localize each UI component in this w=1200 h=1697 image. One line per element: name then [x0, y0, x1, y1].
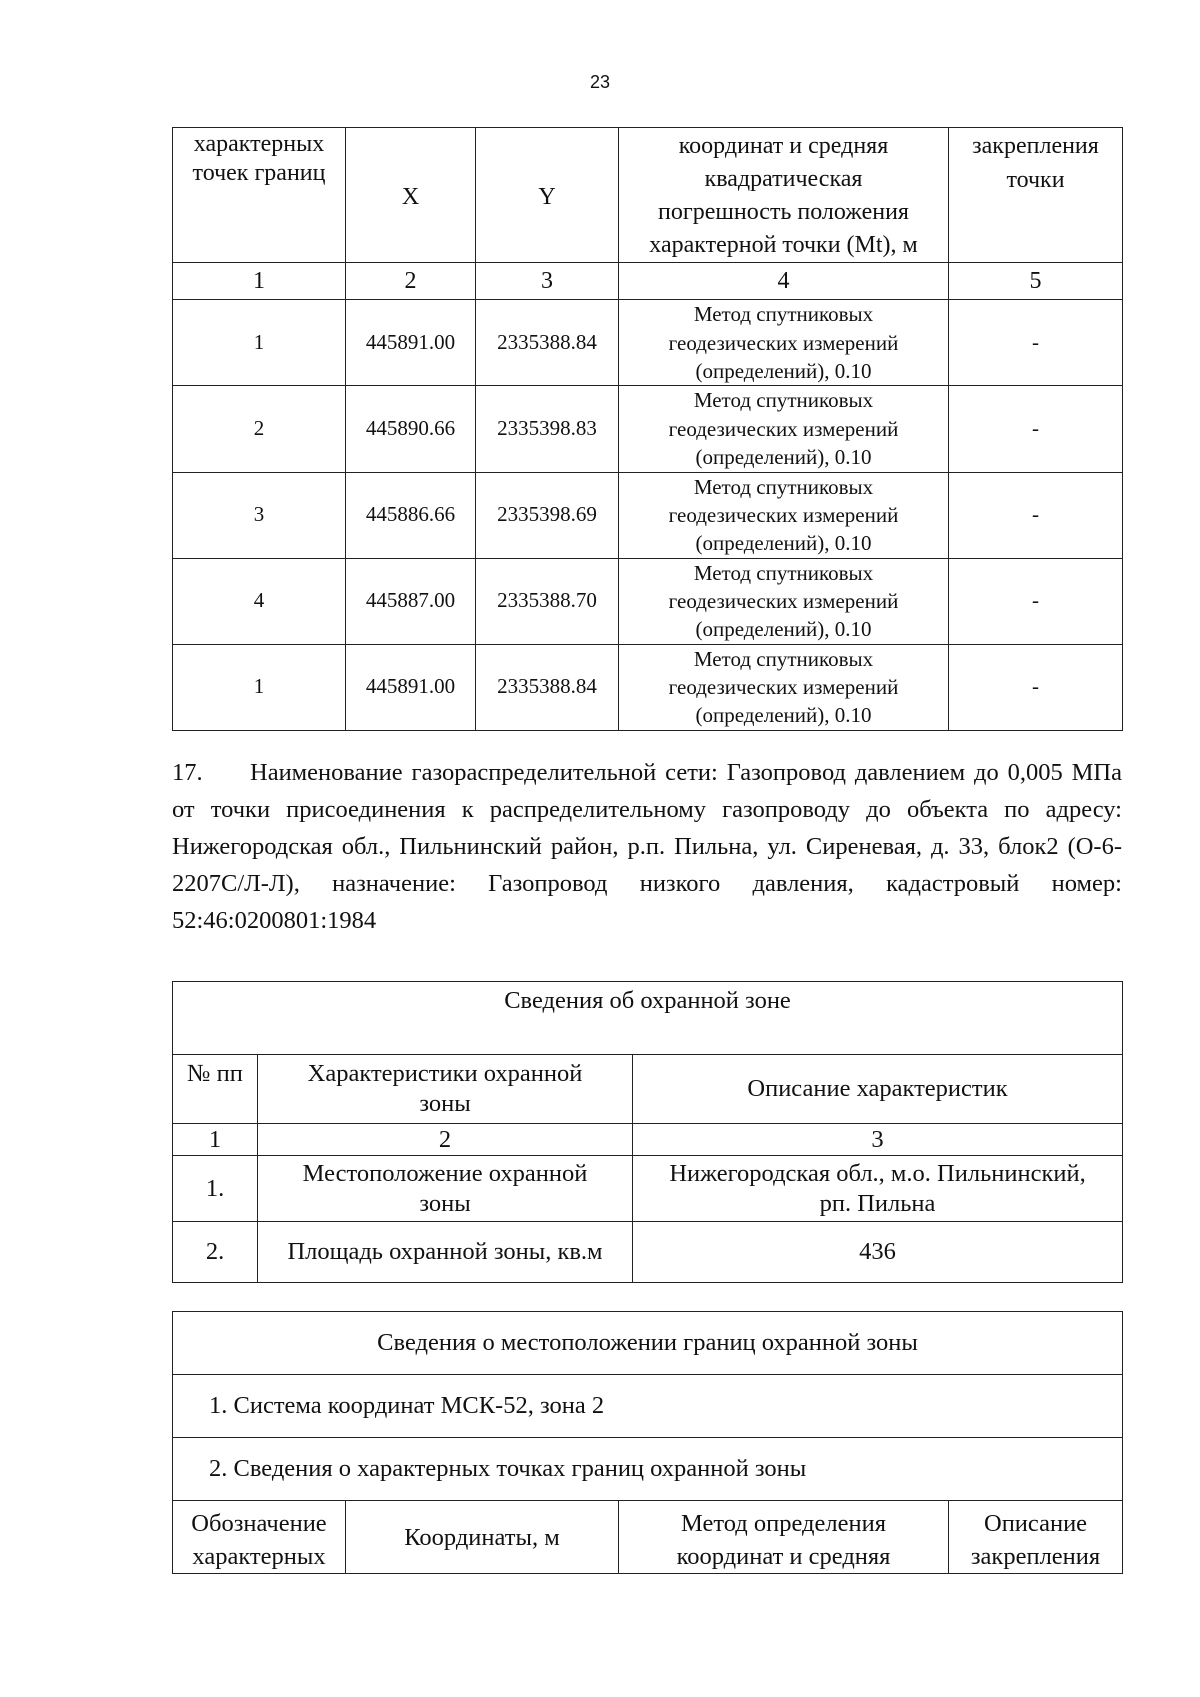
zone-info-header: [173, 1055, 1123, 1124]
characteristic-name: Площадь охранной зоны, кв.м: [258, 1222, 633, 1283]
header-point-labels: характерных точек границ: [173, 128, 346, 263]
table-row: [173, 472, 1123, 558]
coord-y: 2335398.83: [476, 386, 619, 472]
fixation-cell: -: [949, 644, 1123, 730]
zone-info-table: [172, 981, 1123, 1283]
points-table-header: [173, 128, 1123, 263]
points-table: [172, 127, 1123, 731]
fixation-cell: -: [949, 386, 1123, 472]
column-number: 2: [258, 1124, 633, 1156]
point-label: 3: [173, 472, 346, 558]
column-number: 2: [346, 263, 476, 300]
header-method: координат и средняя квадратическая погрешность положения характерной точки (Mt), м: [619, 128, 949, 263]
method-cell: Метод спутниковых геодезических измерений (определений), 0.10: [619, 300, 949, 386]
section-text: Наименование газораспределительной сети: Газопровод давлением до 0,005 МПа от точки присоединения к распределительному газопроводу до объекта по адресу: Нижегородская обл., Пильнинский район, р.п. Пильна, ул. Сиреневая, д. 33, блок2 (О-6-2207С/Л-Л), назначение: Газопровод низкого давления, кадастровый номер: 52:46:0200801:1984: [172, 759, 1122, 934]
table-row: [173, 558, 1123, 644]
coord-x: 445886.66: [346, 472, 476, 558]
coordinate-system: 1. Система координат МСК-52, зона 2: [173, 1375, 1123, 1438]
boundary-title-row: [173, 1312, 1123, 1375]
header-description: Описание характеристик: [633, 1055, 1123, 1124]
table-row: [173, 644, 1123, 730]
coord-x: 445890.66: [346, 386, 476, 472]
page-number: 23: [589, 72, 611, 92]
method-cell: Метод спутниковых геодезических измерений (определений), 0.10: [619, 644, 949, 730]
column-number: 4: [619, 263, 949, 300]
header-fixation: закрепления точки: [949, 128, 1123, 263]
section-number: 17.: [172, 759, 203, 786]
header-description: Описание закрепления: [949, 1501, 1123, 1574]
coordinate-system-row: [173, 1375, 1123, 1438]
coord-y: 2335388.70: [476, 558, 619, 644]
column-number: 1: [173, 1124, 258, 1156]
points-info: 2. Сведения о характерных точках границ охранной зоны: [173, 1438, 1123, 1501]
header-y: Y: [476, 128, 619, 263]
boundary-title: Сведения о местоположении границ охранной зоны: [173, 1312, 1123, 1375]
zone-info-title: Сведения об охранной зоне: [173, 982, 1123, 1055]
header-characteristic: Характеристики охранной зоны: [258, 1055, 633, 1124]
fixation-cell: -: [949, 300, 1123, 386]
boundary-table: [172, 1311, 1123, 1574]
characteristic-name: Местоположение охранной зоны: [258, 1156, 633, 1222]
coord-y: 2335388.84: [476, 644, 619, 730]
point-label: 1: [173, 300, 346, 386]
header-point-labels: Обозначение характерных: [173, 1501, 346, 1574]
fixation-cell: -: [949, 558, 1123, 644]
table-row: [173, 300, 1123, 386]
point-label: 4: [173, 558, 346, 644]
table-row: [173, 386, 1123, 472]
table-row: [173, 1222, 1123, 1283]
characteristic-value: Нижегородская обл., м.о. Пильнинский, рп. Пильна: [633, 1156, 1123, 1222]
row-number: 1.: [173, 1156, 258, 1222]
method-cell: Метод спутниковых геодезических измерений (определений), 0.10: [619, 472, 949, 558]
method-cell: Метод спутниковых геодезических измерений (определений), 0.10: [619, 386, 949, 472]
column-number: 1: [173, 263, 346, 300]
column-number: 3: [633, 1124, 1123, 1156]
column-number: 3: [476, 263, 619, 300]
fixation-cell: -: [949, 472, 1123, 558]
column-numbers-row: [173, 1124, 1123, 1156]
coord-x: 445891.00: [346, 300, 476, 386]
section-paragraph: [172, 754, 1122, 939]
method-cell: Метод спутниковых геодезических измерений (определений), 0.10: [619, 558, 949, 644]
header-number: № пп: [173, 1055, 258, 1124]
coord-x: 445887.00: [346, 558, 476, 644]
row-number: 2.: [173, 1222, 258, 1283]
header-coordinates: Координаты, м: [346, 1501, 619, 1574]
column-numbers-row: [173, 263, 1123, 300]
coord-x: 445891.00: [346, 644, 476, 730]
zone-info-title-row: [173, 982, 1123, 1055]
point-label: 1: [173, 644, 346, 730]
boundary-header: [173, 1501, 1123, 1574]
column-number: 5: [949, 263, 1123, 300]
header-method: Метод определения координат и средняя: [619, 1501, 949, 1574]
characteristic-value: 436: [633, 1222, 1123, 1283]
points-info-row: [173, 1438, 1123, 1501]
header-x: X: [346, 128, 476, 263]
coord-y: 2335388.84: [476, 300, 619, 386]
table-row: [173, 1156, 1123, 1222]
coord-y: 2335398.69: [476, 472, 619, 558]
point-label: 2: [173, 386, 346, 472]
